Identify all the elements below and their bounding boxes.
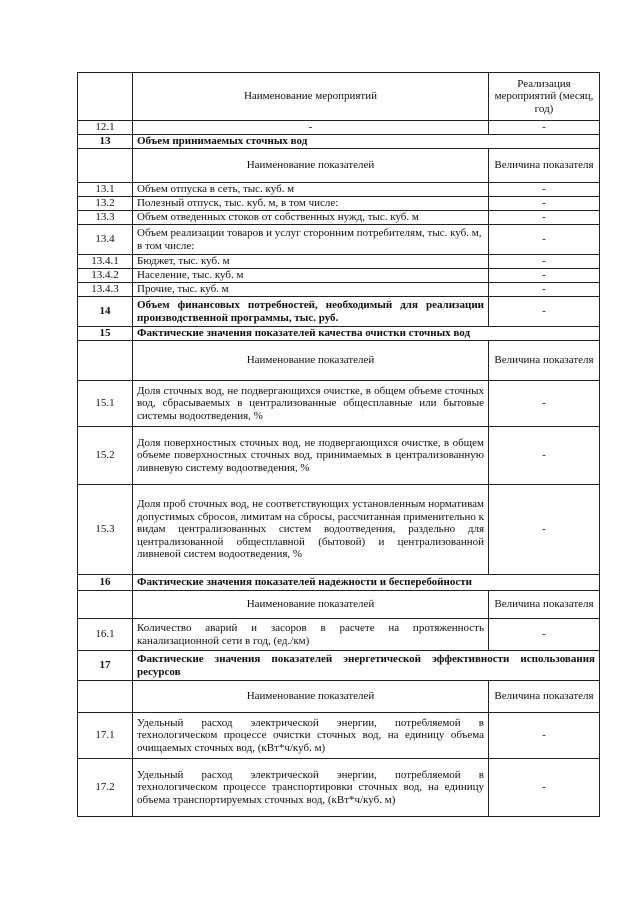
section-title: Фактические значения показателей надежности и бесперебойности <box>133 575 600 591</box>
section-17-title-row <box>78 651 600 681</box>
section-15-title-row <box>78 327 600 341</box>
section-title: Фактические значения показателей энергетической эффективности использования ресурсов <box>133 651 600 681</box>
section-title: Фактические значения показателей качества очистки сточных вод <box>133 327 600 341</box>
section-15-header-row <box>78 341 600 381</box>
row-value: - <box>489 619 600 651</box>
section-16-header-row <box>78 591 600 619</box>
table-row <box>78 269 600 283</box>
indicators-label: Наименование показателей <box>133 681 489 713</box>
row-value: - <box>489 381 600 427</box>
row-name: Объем реализации товаров и услуг сторонним потребителям, тыс. куб. м, в том числе: <box>133 225 489 255</box>
row-number: 13.3 <box>78 211 133 225</box>
document-page <box>77 72 599 817</box>
table-header-row <box>78 73 600 121</box>
program-table <box>77 72 600 817</box>
row-value: - <box>489 269 600 283</box>
section-number: 15 <box>78 327 133 341</box>
indicators-label: Наименование показателей <box>133 341 489 381</box>
table-row <box>78 255 600 269</box>
row-value: - <box>489 197 600 211</box>
row-number: 13.1 <box>78 183 133 197</box>
section-number: 13 <box>78 135 133 149</box>
table-row <box>78 427 600 485</box>
value-label: Величина показателя <box>489 341 600 381</box>
table-row <box>78 121 600 135</box>
table-row <box>78 759 600 817</box>
row-name: Объем отведенных стоков от собственных нужд, тыс. куб. м <box>133 211 489 225</box>
row-name: Доля проб сточных вод, не соответствующих установленным нормативам допустимых сбросов, лимитам на сбросы, рассчитанная применительно к видам централизованных систем водоотведения, раздельно для централизованной общесплавной (бытовой) и централизованной ливневой систем водоотведения, % <box>133 485 489 575</box>
section-17-header-row <box>78 681 600 713</box>
indicators-label: Наименование показателей <box>133 591 489 619</box>
row-value: - <box>489 759 600 817</box>
row-number: 13.4.3 <box>78 283 133 297</box>
row-name: Полезный отпуск, тыс. куб. м, в том числе: <box>133 197 489 211</box>
table-row <box>78 211 600 225</box>
row-name: Население, тыс. куб. м <box>133 269 489 283</box>
row-name: Количество аварий и засоров в расчете на протяженность канализационной сети в год, (ед./км) <box>133 619 489 651</box>
header-num-cell <box>78 73 133 121</box>
value-label: Величина показателя <box>489 681 600 713</box>
row-number: 12.1 <box>78 121 133 135</box>
row-value: - <box>489 485 600 575</box>
section-13-title-row <box>78 135 600 149</box>
header-num-cell <box>78 149 133 183</box>
row-number: 17.2 <box>78 759 133 817</box>
row-number: 13.4 <box>78 225 133 255</box>
row-value: - <box>489 211 600 225</box>
section-title: Объем финансовых потребностей, необходимый для реализации производственной программы, тыс. руб. <box>133 297 489 327</box>
row-name: Удельный расход электрической энергии, потребляемой в технологическом процессе транспортировки сточных вод, на единицу объема транспортируемых сточных вод, (кВт*ч/куб. м) <box>133 759 489 817</box>
section-14-row <box>78 297 600 327</box>
table-row <box>78 197 600 211</box>
table-row <box>78 619 600 651</box>
section-title: Объем принимаемых сточных вод <box>133 135 600 149</box>
row-name: Прочие, тыс. куб. м <box>133 283 489 297</box>
section-number: 17 <box>78 651 133 681</box>
header-num-cell <box>78 341 133 381</box>
row-name: Доля поверхностных сточных вод, не подвергающихся очистке, в общем объеме поверхностных сточных вод, принимаемых в централизованную ливневую систему водоотведения, % <box>133 427 489 485</box>
row-number: 17.1 <box>78 713 133 759</box>
row-value: - <box>489 121 600 135</box>
row-number: 15.3 <box>78 485 133 575</box>
row-number: 16.1 <box>78 619 133 651</box>
table-row <box>78 183 600 197</box>
row-number: 13.2 <box>78 197 133 211</box>
section-number: 14 <box>78 297 133 327</box>
row-value: - <box>489 183 600 197</box>
row-value: - <box>489 713 600 759</box>
row-number: 13.4.2 <box>78 269 133 283</box>
table-row <box>78 283 600 297</box>
header-num-cell <box>78 591 133 619</box>
indicators-label: Наименование показателей <box>133 149 489 183</box>
value-label: Величина показателя <box>489 149 600 183</box>
table-row <box>78 485 600 575</box>
row-value: - <box>489 427 600 485</box>
row-value: - <box>489 283 600 297</box>
table-row <box>78 713 600 759</box>
value-label: Величина показателя <box>489 591 600 619</box>
row-value: - <box>489 297 600 327</box>
section-16-title-row <box>78 575 600 591</box>
header-measures-label: Наименование мероприятий <box>133 73 489 121</box>
table-row <box>78 225 600 255</box>
section-13-header-row <box>78 149 600 183</box>
row-value: - <box>489 225 600 255</box>
row-name: Объем отпуска в сеть, тыс. куб. м <box>133 183 489 197</box>
header-realization-label: Реализация мероприятий (месяц, год) <box>489 73 600 121</box>
row-number: 13.4.1 <box>78 255 133 269</box>
header-num-cell <box>78 681 133 713</box>
row-name: Доля сточных вод, не подвергающихся очистке, в общем объеме сточных вод, сбрасываемых в централизованные общесплавные или бытовые системы водоотведения, % <box>133 381 489 427</box>
table-row <box>78 381 600 427</box>
row-name: Бюджет, тыс. куб. м <box>133 255 489 269</box>
row-name: Удельный расход электрической энергии, потребляемой в технологическом процессе очистки сточных вод, на единицу объема очищаемых сточных вод, (кВт*ч/куб. м) <box>133 713 489 759</box>
section-number: 16 <box>78 575 133 591</box>
row-name: - <box>133 121 489 135</box>
row-value: - <box>489 255 600 269</box>
row-number: 15.1 <box>78 381 133 427</box>
row-number: 15.2 <box>78 427 133 485</box>
